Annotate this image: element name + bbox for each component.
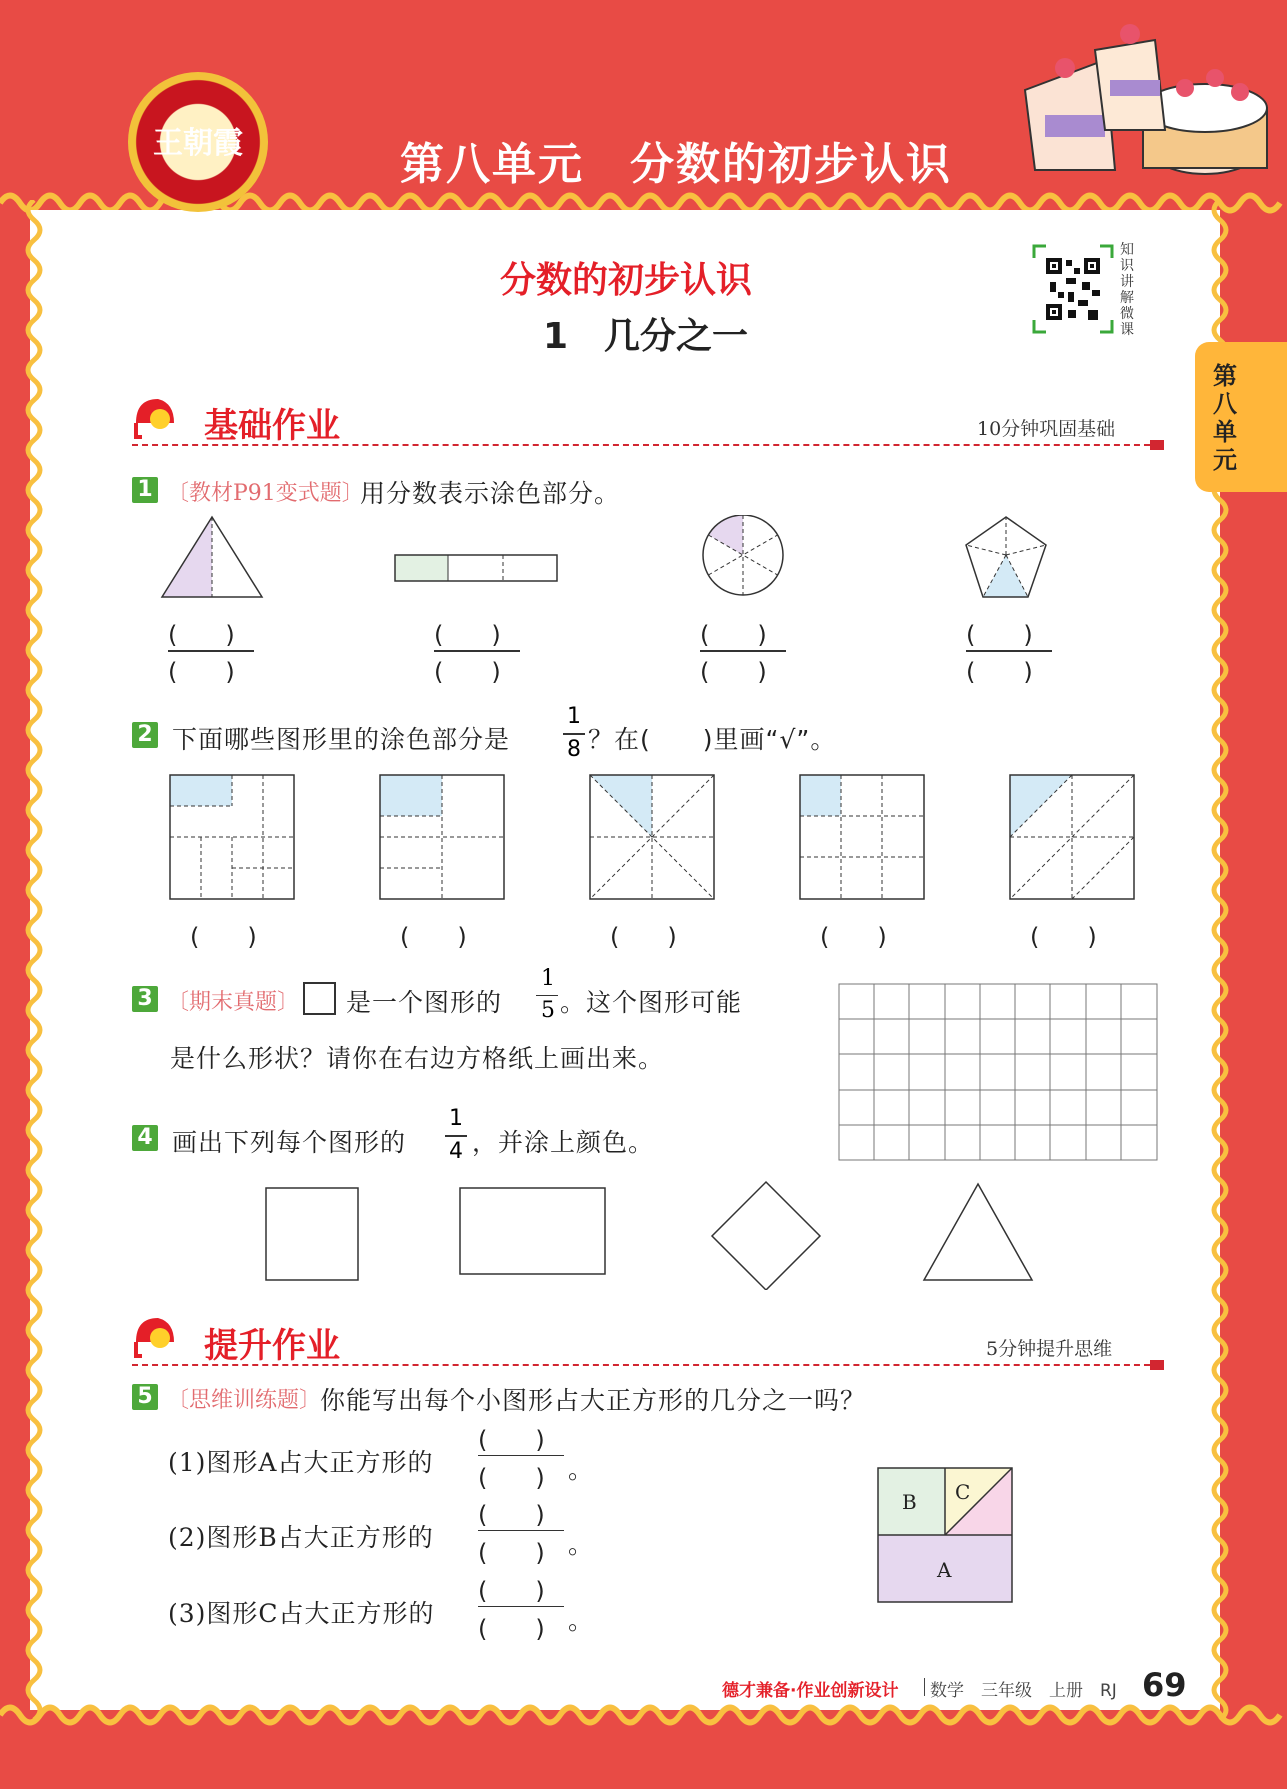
q2-answer-3[interactable]: ( ) (610, 923, 677, 951)
brand-logo-text: 王朝霞 (153, 126, 243, 161)
q5-label-b: B (902, 1490, 917, 1514)
cake-illustration (1005, 20, 1275, 190)
q3-fraction-bar (536, 995, 558, 996)
q5-item-3-label: (3)图形C占大正方形的 (168, 1599, 435, 1628)
q1-answer-den-3[interactable]: ( ) (700, 658, 767, 686)
q2-answer-2[interactable]: ( ) (400, 923, 467, 951)
q1-answer-num-1[interactable]: ( ) (168, 621, 235, 649)
q4-shapes[interactable] (260, 1180, 1040, 1290)
q3-fraction-denominator: 5 (541, 998, 555, 1023)
q5-item-1-den[interactable]: ( ) (478, 1464, 545, 1492)
question-number-4: 4 (132, 1125, 158, 1151)
q3-unit-square (303, 982, 336, 1015)
section-basic-subtitle: 10分钟巩固基础 (977, 418, 1116, 440)
q5-item-1-label: (1)图形A占大正方形的 (168, 1448, 434, 1477)
lesson-title: 1 几分之一 (543, 316, 749, 357)
qr-label: 知识讲解微课 (1120, 242, 1134, 338)
left-wave-border (22, 200, 46, 1720)
divider-end-cap (1150, 440, 1164, 450)
question-4-text-a: 画出下列每个图形的 (172, 1128, 407, 1157)
question-2-text-b: ？在( )里画“√”。 (588, 725, 837, 754)
question-5-tag: 〔思维训练题〕 (167, 1388, 322, 1413)
q1-answer-den-2[interactable]: ( ) (434, 658, 501, 686)
question-3-tag: 〔期末真题〕 (167, 990, 300, 1015)
q5-item-3-bar (478, 1606, 564, 1607)
q5-item-2-label: (2)图形B占大正方形的 (168, 1523, 434, 1552)
page-number: 69 (1142, 1666, 1187, 1704)
section-advanced-title: 提升作业 (204, 1326, 340, 1366)
q5-item-2-den[interactable]: ( ) (478, 1539, 545, 1567)
section-advanced-subtitle: 5分钟提升思维 (986, 1338, 1113, 1360)
footer-info: 数学 三年级 上册 RJ (930, 1681, 1117, 1701)
q5-item-1-end: 。 (568, 1455, 595, 1484)
q5-item-1-num[interactable]: ( ) (478, 1426, 545, 1454)
q5-item-3-num[interactable]: ( ) (478, 1577, 545, 1605)
q5-item-2-bar (478, 1530, 564, 1531)
q4-fraction-numerator: 1 (449, 1106, 463, 1131)
q1-figures (160, 515, 1090, 605)
q4-fraction-bar (445, 1135, 467, 1137)
bell-icon (130, 393, 180, 441)
divider-end-cap-2 (1150, 1360, 1164, 1370)
question-4-text-b: ，并涂上颜色。 (472, 1128, 655, 1157)
q1-answer-den-4[interactable]: ( ) (966, 658, 1033, 686)
question-3-text-b: 。这个图形可能 (560, 988, 743, 1017)
q5-label-a: A (937, 1558, 952, 1582)
q2-answer-4[interactable]: ( ) (820, 923, 887, 951)
footer-divider (924, 1678, 925, 1696)
q1-answer-den-1[interactable]: ( ) (168, 658, 235, 686)
q2-answer-5[interactable]: ( ) (1030, 923, 1097, 951)
q2-figures (168, 773, 1138, 901)
footer-series: 德才兼备·作业创新设计 (722, 1681, 899, 1701)
unit-title: 第八单元 分数的初步认识 (400, 139, 952, 190)
question-3-text-a: 是一个图形的 (346, 988, 503, 1017)
section-advanced-divider (132, 1364, 1160, 1366)
question-number-5: 5 (132, 1384, 158, 1410)
question-number-3: 3 (132, 986, 158, 1012)
question-number-1: 1 (132, 477, 158, 503)
q2-answer-1[interactable]: ( ) (190, 923, 257, 951)
question-1-text: 用分数表示涂色部分。 (360, 479, 621, 508)
question-number-2: 2 (132, 722, 158, 748)
q5-square-figure (876, 1466, 1016, 1606)
section-basic-divider (132, 444, 1160, 446)
q3-fraction-numerator: 1 (541, 966, 555, 991)
q5-item-2-end: 。 (568, 1530, 595, 1559)
q2-fraction-numerator: 1 (567, 704, 581, 729)
question-5-text: 你能写出每个小图形占大正方形的几分之一吗？ (320, 1386, 867, 1415)
q4-fraction-denominator: 4 (449, 1139, 463, 1164)
q1-answer-num-4[interactable]: ( ) (966, 621, 1033, 649)
q1-answer-num-2[interactable]: ( ) (434, 621, 501, 649)
q1-answer-num-3[interactable]: ( ) (700, 621, 767, 649)
q5-item-2-num[interactable]: ( ) (478, 1501, 545, 1529)
q5-label-c: C (955, 1480, 971, 1504)
q3-grid-paper[interactable] (838, 983, 1161, 1163)
q5-item-3-end: 。 (568, 1606, 595, 1635)
question-3-text-c: 是什么形状？请你在右边方格纸上画出来。 (170, 1044, 665, 1073)
q2-fraction-bar (563, 733, 585, 735)
section-basic-title: 基础作业 (204, 406, 340, 446)
question-1-tag: 〔教材P91变式题〕 (167, 481, 364, 506)
bell-icon-2 (130, 1312, 180, 1360)
unit-side-tab-text: 第八单元 (1213, 362, 1237, 474)
qr-code[interactable] (1032, 244, 1114, 334)
q5-item-1-bar (478, 1455, 564, 1456)
q5-item-3-den[interactable]: ( ) (478, 1615, 545, 1643)
bottom-wave-border (0, 1700, 1287, 1730)
question-2-text-a: 下面哪些图形里的涂色部分是 (172, 725, 511, 754)
q2-fraction-denominator: 8 (567, 737, 581, 762)
topic-title: 分数的初步认识 (500, 260, 753, 301)
